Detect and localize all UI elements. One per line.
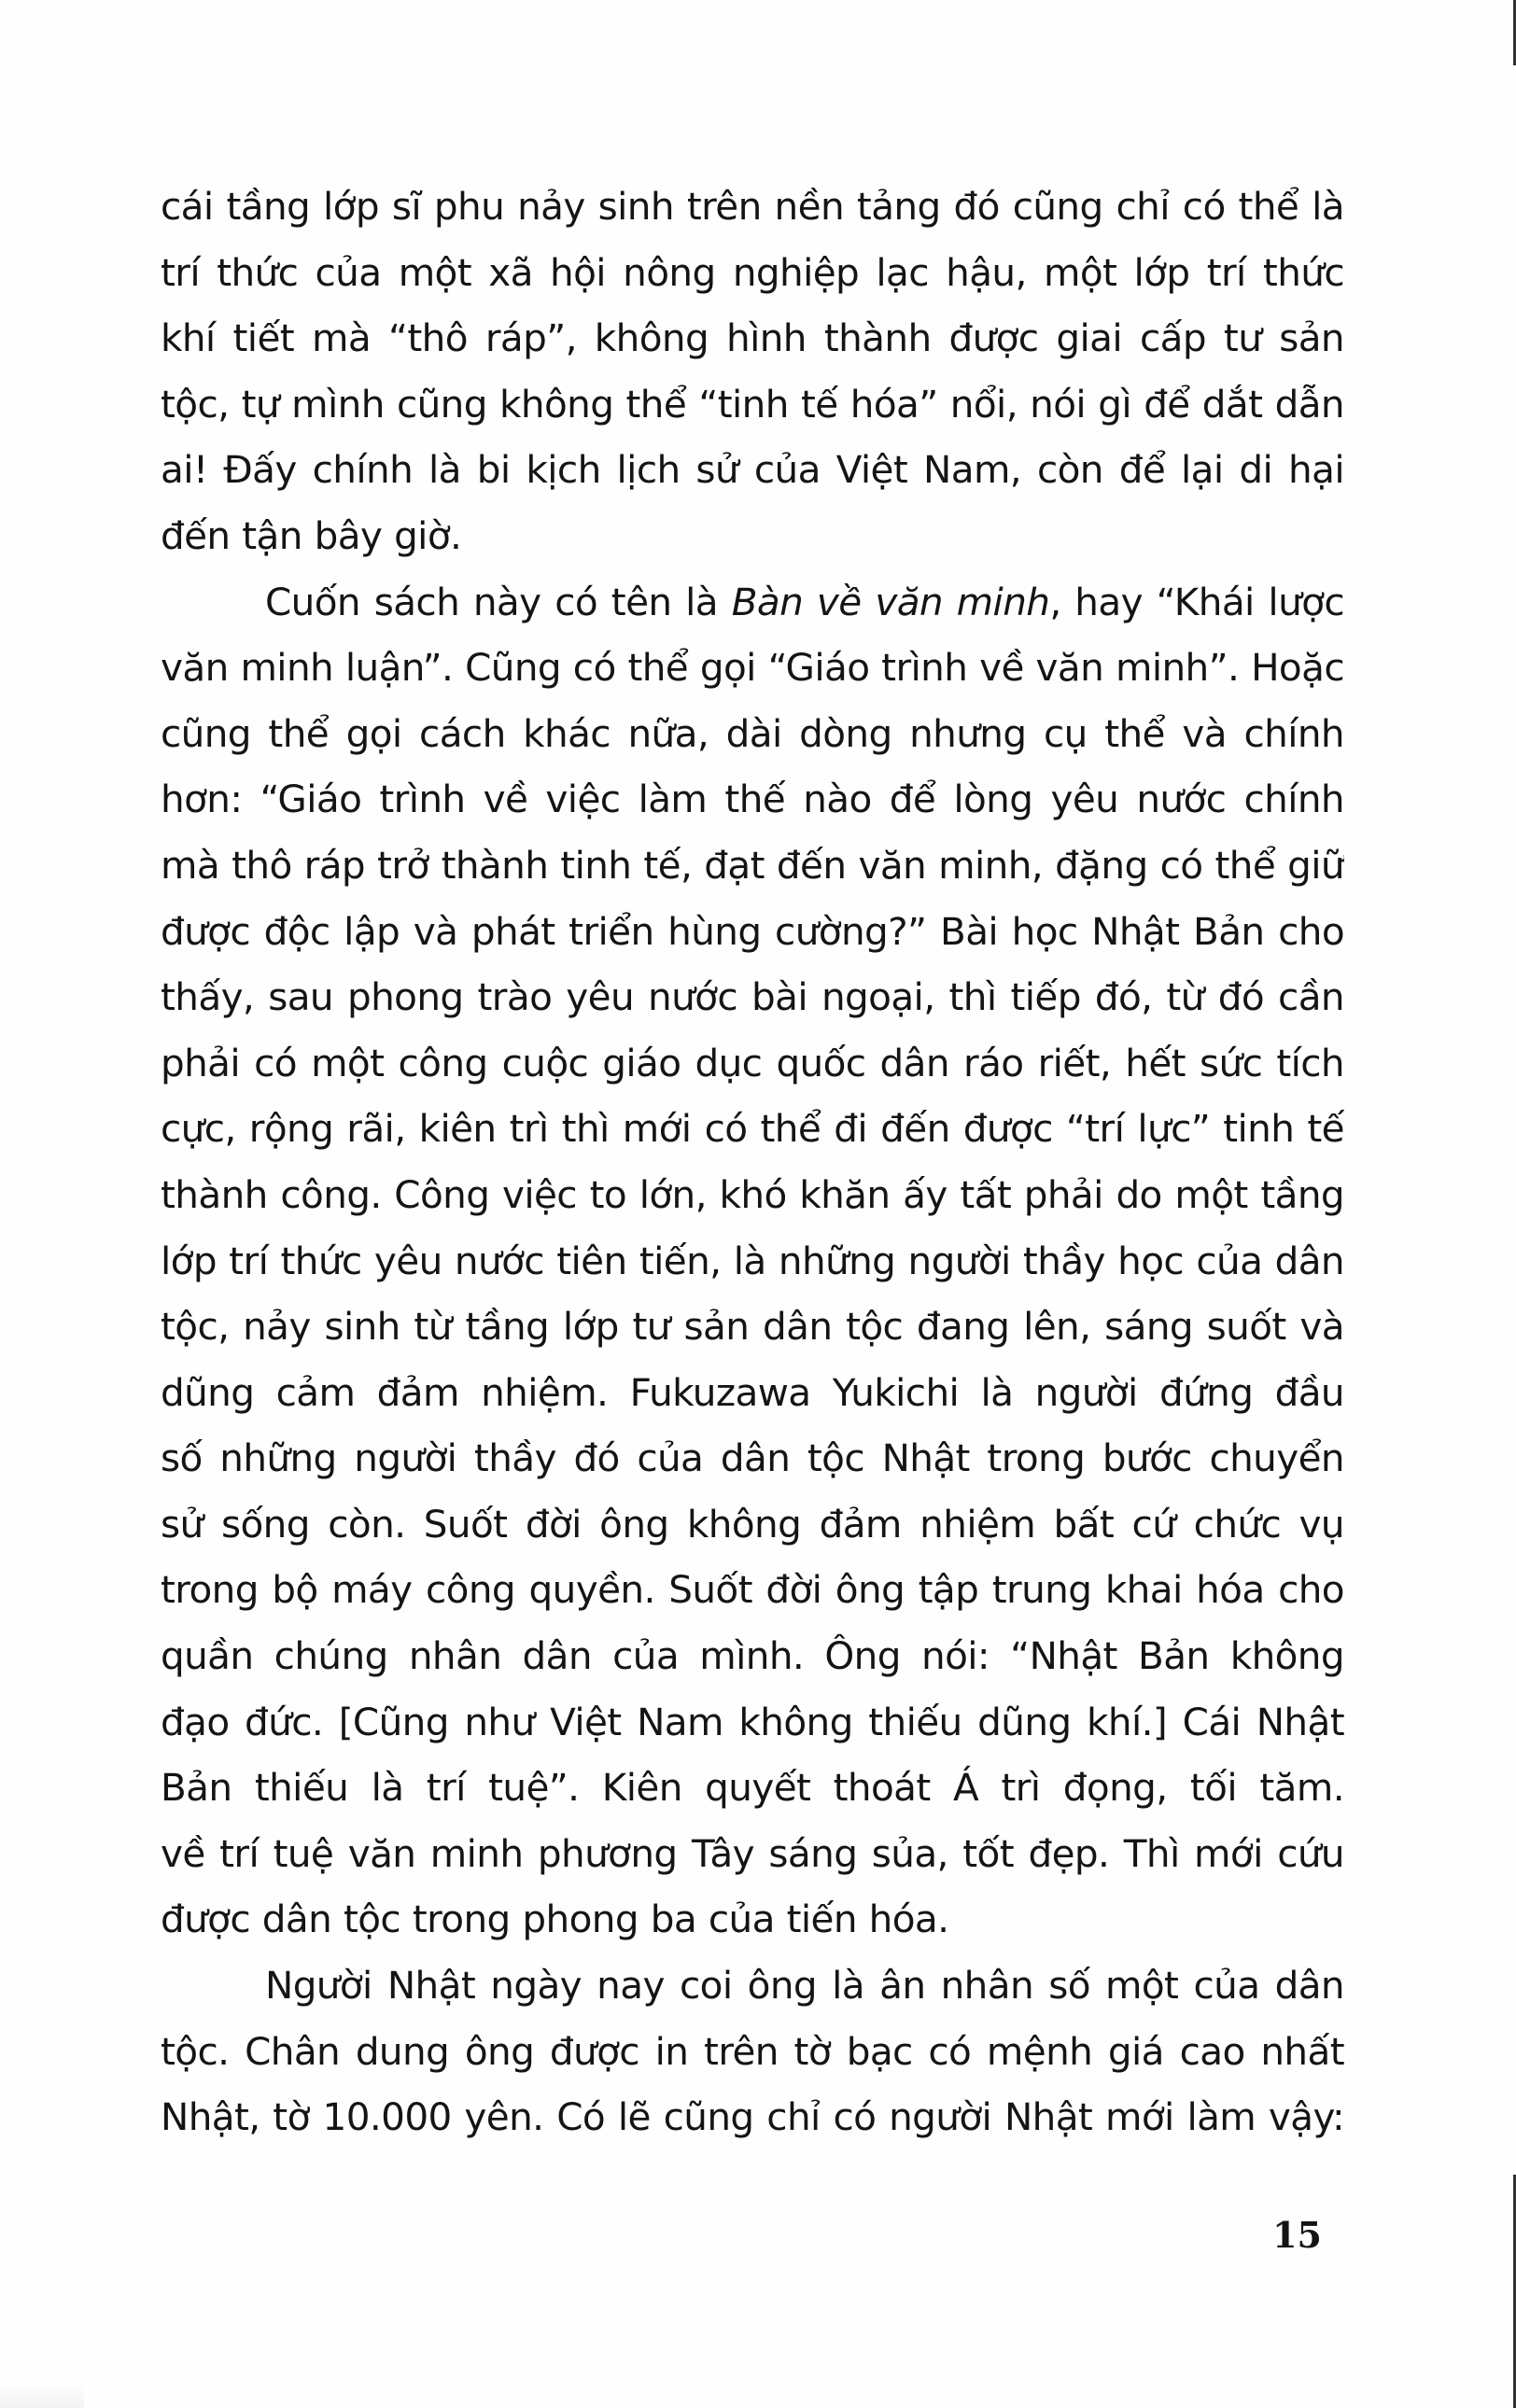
- text-line: dũng cảm đảm nhiệm. Fukuzawa Yukichi là người đứng đầu: [161, 1369, 1344, 1415]
- text-line: khí tiết mà “thô ráp”, không hình thành được giai cấp tư sản: [161, 315, 1344, 361]
- scan-corner: [0, 2382, 84, 2408]
- text-line: thành công. Công việc to lớn, khó khăn ấy tất phải do một tầng: [161, 1171, 1344, 1217]
- text-line: về trí tuệ văn minh phương Tây sáng sủa, tốt đẹp. Thì mới cứu: [161, 1830, 1344, 1876]
- body-text: [161, 174, 1344, 2150]
- text-line: Bản thiếu là trí tuệ”. Kiên quyết thoát Á trì đọng, tối tăm.: [161, 1765, 1344, 1811]
- text-line: quần chúng nhân dân của mình. Ông nói: “Nhật Bản không: [161, 1633, 1344, 1679]
- text-line: Người Nhật ngày nay coi ông là ân nhân số một của dân: [265, 1963, 1344, 2009]
- text-line: đến tận bây giờ.: [161, 512, 462, 558]
- text-line: hơn: “Giáo trình về việc làm thế nào để lòng yêu nước chính: [161, 777, 1344, 822]
- text-line: Cuốn sách này có tên là Bàn về văn minh, hay “Khái lược: [265, 579, 1344, 624]
- text-line: cái tầng lớp sĩ phu nảy sinh trên nền tảng đó cũng chỉ có thể là: [161, 184, 1344, 229]
- text-line: mà thô ráp trở thành tinh tế, đạt đến văn minh, đặng có thể giữ: [161, 842, 1344, 888]
- text-line: được dân tộc trong phong ba của tiến hóa.: [161, 1897, 949, 1942]
- text-line: cực, rộng rãi, kiên trì thì mới có thể đi đến được “trí lực” tinh tế: [161, 1106, 1344, 1152]
- text-line: lớp trí thức yêu nước tiên tiến, là những người thầy học của dân: [161, 1238, 1344, 1283]
- text-line: trí thức của một xã hội nông nghiệp lạc hậu, một lớp trí thức: [161, 249, 1344, 295]
- page-number: 15: [1272, 2214, 1322, 2256]
- text-line: đạo đức. [Cũng như Việt Nam không thiếu dũng khí.] Cái Nhật: [161, 1699, 1344, 1744]
- text-line: số những người thầy đó của dân tộc Nhật trong bước chuyển: [161, 1435, 1344, 1481]
- book-title-italic: Bàn về văn minh: [731, 579, 1050, 624]
- text-line: thấy, sau phong trào yêu nước bài ngoại, thì tiếp đó, từ đó cần: [161, 974, 1344, 1020]
- text-line: tộc, nảy sinh từ tầng lớp tư sản dân tộc đang lên, sáng suốt và: [161, 1304, 1344, 1350]
- text-line: trong bộ máy công quyền. Suốt đời ông tập trung khai hóa cho: [161, 1567, 1344, 1613]
- text-line: Nhật, tờ 10.000 yên. Có lẽ cũng chỉ có người Nhật mới làm vậy:: [161, 2094, 1344, 2140]
- text-line: cũng thể gọi cách khác nữa, dài dòng nhưng cụ thể và chính: [161, 710, 1344, 756]
- text-line: ai! Đấy chính là bi kịch lịch sử của Việt Nam, còn để lại di hại: [161, 447, 1344, 493]
- text-line: văn minh luận”. Cũng có thể gọi “Giáo trình về văn minh”. Hoặc: [161, 645, 1344, 691]
- text-line: sử sống còn. Suốt đời ông không đảm nhiệm bất cứ chức vụ: [161, 1501, 1344, 1547]
- text-line: tộc. Chân dung ông được in trên tờ bạc có mệnh giá cao nhất: [161, 2028, 1344, 2074]
- text-line: phải có một công cuộc giáo dục quốc dân ráo riết, hết sức tích: [161, 1040, 1344, 1085]
- text-line: được độc lập và phát triển hùng cường?” Bài học Nhật Bản cho: [161, 908, 1344, 954]
- text-line: tộc, tự mình cũng không thể “tinh tế hóa” nổi, nói gì để dắt dẫn: [161, 381, 1344, 427]
